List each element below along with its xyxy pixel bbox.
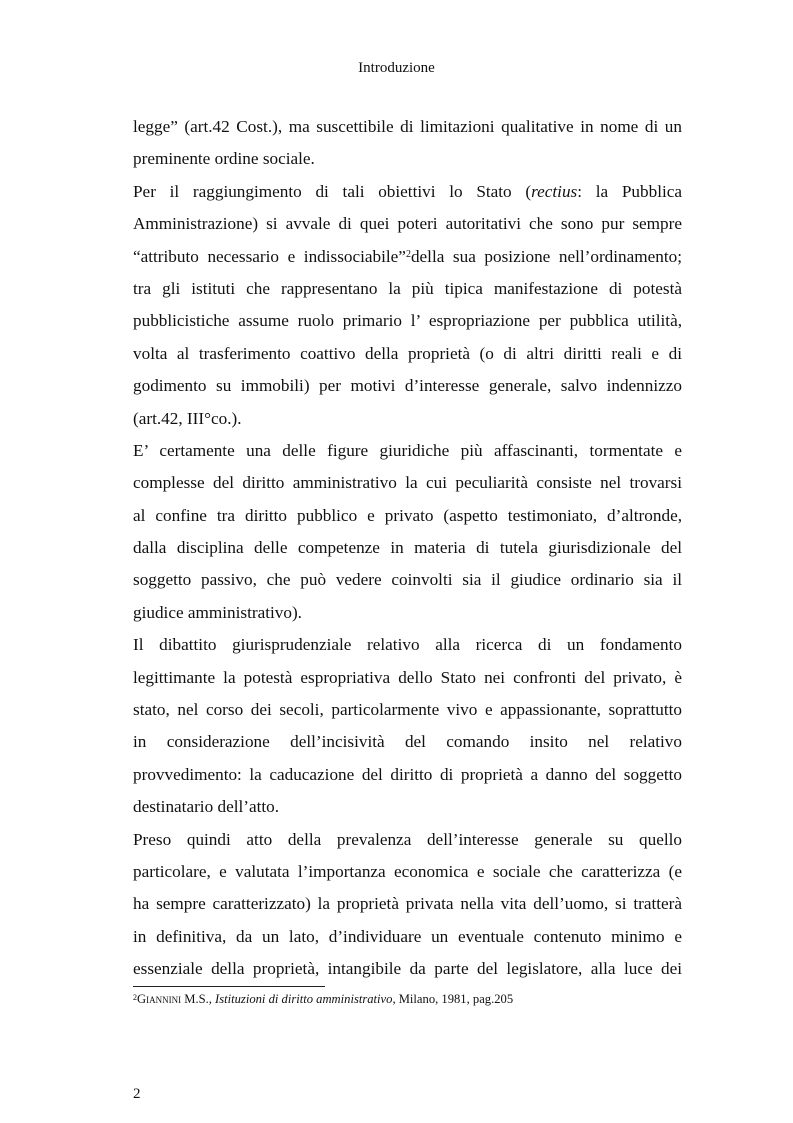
text-line: destinatario dell’atto. xyxy=(133,797,280,817)
text-line: in considerazione dell’incisività del comando insito nel relativo xyxy=(133,732,682,752)
footnote-ref: 2 xyxy=(405,248,411,260)
text-line: legge” (art.42 Cost.), ma suscettibile di limitazioni qualitative in nome di un xyxy=(133,117,682,136)
page-number: 2 xyxy=(133,1086,141,1102)
text-line: particolare, e valutata l’importanza economica e sociale che caratterizza (e xyxy=(133,861,682,881)
text-line: stato, nel corso dei secoli, particolarmente vivo e appassionante, soprattutto xyxy=(133,700,682,720)
text-segment: della sua posizione nell’ordinamento; xyxy=(410,246,683,266)
footnote-separator xyxy=(133,986,325,987)
text-line: complesse del diritto amministrativo la cui peculiarità consiste nel trovarsi xyxy=(133,473,682,493)
text-segment: : la Pubblica xyxy=(577,181,683,201)
text-line: E’ certamente una delle figure giuridiche più affascinanti, tormentate e xyxy=(133,440,682,460)
footnote-number: 2 xyxy=(133,993,137,1002)
text-line: dalla disciplina delle competenze in materia di tutela giurisdizionale del xyxy=(133,538,682,558)
text-line xyxy=(133,176,682,208)
footnote-title: Istituzioni di diritto amministrativo xyxy=(215,992,393,1006)
text-line: Il dibattito giurisprudenziale relativo alla ricerca di un fondamento xyxy=(133,635,682,655)
text-line: Amministrazione) si avvale di quei poteri autoritativi che sono pur sempre xyxy=(133,214,682,234)
text-line: legittimante la potestà espropriativa dello Stato nei confronti del privato, è xyxy=(133,667,682,687)
text-line: preminente ordine sociale. xyxy=(133,149,315,169)
text-line: al confine tra diritto pubblico e privato (aspetto testimoniato, d’altronde, xyxy=(133,505,682,525)
text-segment: Per il raggiungimento di tali obiettivi lo Stato ( xyxy=(133,181,532,201)
body-text xyxy=(133,111,682,986)
text-line: Preso quindi atto della prevalenza dell’interesse generale su quello xyxy=(133,829,682,849)
text-line: tra gli istituti che rappresentano la più tipica manifestazione di potestà xyxy=(133,278,682,298)
text-line: (art.42, III°co.). xyxy=(133,408,242,428)
text-line: soggetto passivo, che può vedere coinvolti sia il giudice ordinario sia il xyxy=(133,570,682,590)
text-segment: “attributo necessario e indissociabile” xyxy=(133,246,406,266)
footnote-details: , Milano, 1981, pag.205 xyxy=(392,992,514,1006)
italic-term: rectius xyxy=(531,181,578,201)
text-line: essenziale della proprietà, intangibile da parte del legislatore, alla luce dei xyxy=(133,959,682,979)
text-line xyxy=(133,241,682,273)
text-line: provvedimento: la caducazione del diritto di proprietà a danno del soggetto xyxy=(133,764,682,784)
running-header: Introduzione xyxy=(358,60,435,76)
footnote-author: Giannini xyxy=(137,992,182,1006)
text-line: pubblicistiche assume ruolo primario l’ espropriazione per pubblica utilità, xyxy=(133,311,682,331)
text-line: in definitiva, da un lato, d’individuare un eventuale contenuto minimo e xyxy=(133,926,682,946)
text-line: volta al trasferimento coattivo della proprietà (o di altri diritti reali e di xyxy=(133,343,682,363)
text-line: giudice amministrativo). xyxy=(133,602,302,622)
footnote-author-initials: M.S., xyxy=(181,992,216,1006)
text-line: ha sempre caratterizzato) la proprietà privata nella vita dell’uomo, si tratterà xyxy=(133,894,682,914)
footnote xyxy=(133,991,513,1007)
text-line: godimento su immobili) per motivi d’interesse generale, salvo indennizzo xyxy=(133,376,682,396)
